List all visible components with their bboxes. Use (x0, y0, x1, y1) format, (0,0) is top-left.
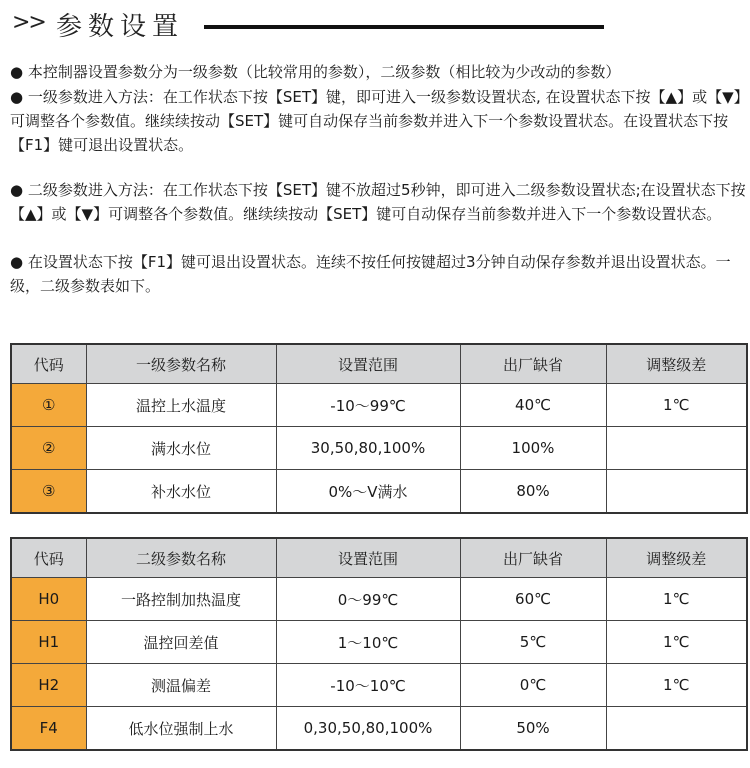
param-step (606, 427, 747, 470)
param-default: 60℃ (460, 578, 606, 621)
param-code: ② (11, 427, 86, 470)
column-header: 出厂缺省 (460, 538, 606, 578)
param-range: 0～99℃ (276, 578, 460, 621)
table-row (11, 470, 747, 514)
param-step (606, 470, 747, 514)
section-header (12, 4, 742, 44)
page-title: 参数设置 (56, 12, 185, 42)
column-header: 一级参数名称 (86, 344, 276, 384)
param-name: 测温偏差 (86, 664, 276, 707)
param-code: F4 (11, 707, 86, 751)
param-name: 满水水位 (86, 427, 276, 470)
level1-parameter-table (10, 343, 748, 514)
param-step (606, 707, 747, 751)
table-header-row (11, 538, 747, 578)
column-header: 代码 (11, 538, 86, 578)
param-step: 1℃ (606, 384, 747, 427)
param-default: 100% (460, 427, 606, 470)
param-default: 5℃ (460, 621, 606, 664)
table-row (11, 707, 747, 751)
param-range: 0%～V满水 (276, 470, 460, 514)
table-header-row (11, 344, 747, 384)
paragraph-exit-note: ● 在设置状态下按【F1】键可退出设置状态。连续不按任何按键超过3分钟自动保存参数并退出设置状态。一级，二级参数表如下。 (10, 253, 731, 295)
table-row (11, 578, 747, 621)
param-code: H2 (11, 664, 86, 707)
param-step: 1℃ (606, 664, 747, 707)
column-header: 设置范围 (276, 538, 460, 578)
paragraph-intro: ● 本控制器设置参数分为一级参数（比较常用的参数），二级参数（相比较为少改动的参数） (10, 63, 621, 81)
column-header: 调整级差 (606, 344, 747, 384)
param-code: ① (11, 384, 86, 427)
param-step: 1℃ (606, 578, 747, 621)
paragraph-level1-method: ● 一级参数进入方法：在工作状态下按【SET】键，即可进入一级参数设置状态, 在设置状态下按【▲】或【▼】可调整各个参数值。继续续按动【SET】键可自动保存当前参数并进入下一个参数设置状态。在设置状态下按【F1】键可退出设置状态。 (10, 88, 742, 154)
column-header: 代码 (11, 344, 86, 384)
param-name: 温控上水温度 (86, 384, 276, 427)
param-range: -10～99℃ (276, 384, 460, 427)
table-row (11, 664, 747, 707)
column-header: 二级参数名称 (86, 538, 276, 578)
column-header: 出厂缺省 (460, 344, 606, 384)
param-code: H0 (11, 578, 86, 621)
param-range: 1～10℃ (276, 621, 460, 664)
level2-parameter-table (10, 537, 748, 751)
paragraph-level2-method: ● 二级参数进入方法：在工作状态下按【SET】键不放超过5秒钟，即可进入二级参数设置状态;在设置状态下按【▲】或【▼】可调整各个参数值。继续续按动【SET】键可自动保存当前参数并进入下一个参数设置状态。 (10, 181, 746, 223)
param-default: 80% (460, 470, 606, 514)
param-default: 40℃ (460, 384, 606, 427)
param-default: 50% (460, 707, 606, 751)
table-row (11, 384, 747, 427)
param-range: 0,30,50,80,100% (276, 707, 460, 751)
param-name: 低水位强制上水 (86, 707, 276, 751)
column-header: 设置范围 (276, 344, 460, 384)
param-step: 1℃ (606, 621, 747, 664)
title-divider (204, 25, 604, 29)
param-range: -10～10℃ (276, 664, 460, 707)
param-name: 温控回差值 (86, 621, 276, 664)
table-row (11, 427, 747, 470)
table-row (11, 621, 747, 664)
param-code: ③ (11, 470, 86, 514)
double-chevron-icon: >> (12, 10, 45, 35)
param-name: 补水水位 (86, 470, 276, 514)
column-header: 调整级差 (606, 538, 747, 578)
param-name: 一路控制加热温度 (86, 578, 276, 621)
param-range: 30,50,80,100% (276, 427, 460, 470)
param-default: 0℃ (460, 664, 606, 707)
param-code: H1 (11, 621, 86, 664)
